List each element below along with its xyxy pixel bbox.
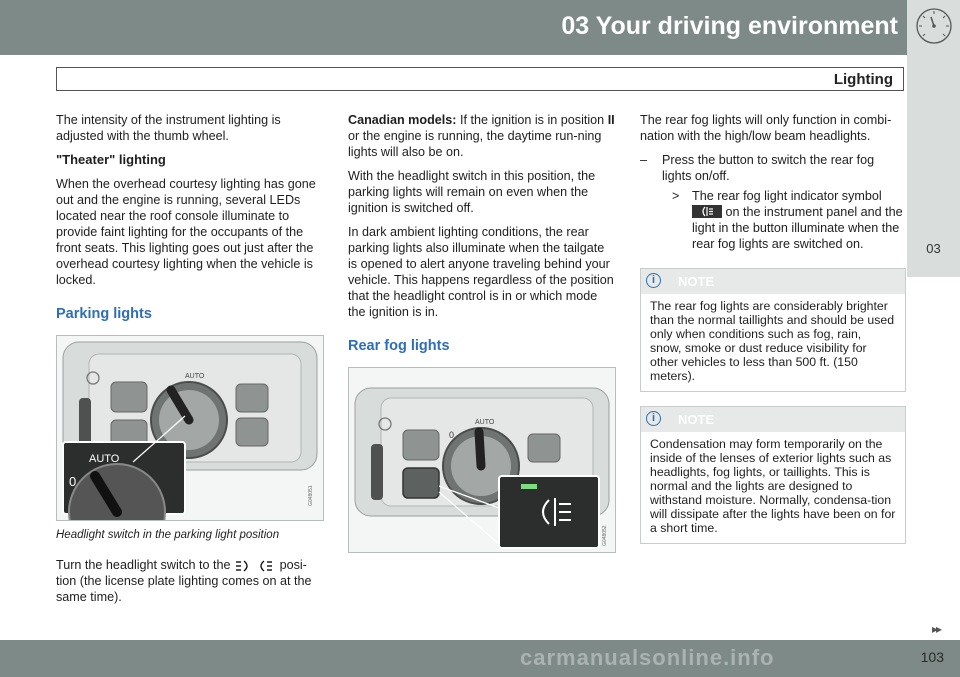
result-item [640,188,906,252]
footer-bar [0,640,960,677]
section-title: Lighting [833,71,893,88]
canadian-models-text [348,112,616,160]
parking-light-icon [234,559,276,573]
column-3 [640,112,906,544]
note-label-2: NOTE [678,412,715,427]
note-body-2: Condensation may form temporarily on the inside of the lenses of exterior lights such as headlights, fog lights, or taillights. This is normal and the lights are designed to withstand moisture. Normally, condensa-tion will dissipate after the lights have been on for a short time. [650,437,896,535]
info-icon: i [646,411,661,426]
theater-lighting-text: When the overhead courtesy lighting has gone out and the engine is running, several LEDs located near the roof console illuminate to provide faint lighting for the occupants of the front seats. This lighting goes out just after the overhead courtesy lighting when the vehicle is locked. [56,177,316,287]
rear-fog-function-text: The rear fog lights will only function in combi-nation with the high/low beam headlights. [640,113,892,143]
note-label-1: NOTE [678,274,715,289]
chapter-side-tab[interactable] [907,55,960,277]
chapter-title: 03 Your driving environment [561,12,898,40]
rear-switch-zero-label: 0 [449,430,455,440]
speedometer-icon [907,0,960,55]
result-text-post: on the instrument panel and the light in the button illuminate when the rear fog lights are switched on. [692,205,903,251]
step-item [640,152,906,184]
dark-ambient-text: In dark ambient lighting conditions, the rear parking lights also illuminate when the tailgate is opened to alert anyone traveling behind your vehicle. This happens regardless of the position that the headlight control is in or which mode the ignition is in. [348,225,614,319]
headlight-switch-text: With the headlight switch in this position, the parking lights will remain on even when the ignition is switched off. [348,169,596,215]
turn-switch-post: posi-tion (the license plate lighting comes on at the same time). [56,558,312,604]
section-header [56,67,904,91]
side-tab-number: 03 [926,241,941,256]
result-text-pre: The rear fog light indicator symbol [692,189,882,203]
rear-fog-switch-figure [348,367,616,553]
info-icon: i [646,273,661,288]
inset-auto-label: AUTO [89,453,120,465]
inset-zero-label: 0 [69,474,77,489]
note-box-2 [640,406,906,544]
page-number: 103 [920,649,944,665]
parking-light-switch-figure [56,335,324,521]
parking-lights-heading: Parking lights [56,306,152,322]
note-box-1 [640,268,906,392]
parking-figure-caption: Headlight switch in the parking light position [56,529,280,541]
switch-auto-label: AUTO [185,373,205,380]
rear-figure-code: G048052 [602,525,608,546]
note-header-1 [641,269,905,294]
rear-fog-lights-heading: Rear fog lights [348,338,450,354]
column-1 [56,112,324,605]
theater-lighting-heading: "Theater" lighting [56,152,166,167]
turn-switch-pre: Turn the headlight switch to the [56,558,231,572]
step-dash: – [640,153,648,167]
column-2 [348,112,616,553]
next-page-arrows[interactable]: ▸▸ [931,622,940,636]
instrument-lighting-text: The intensity of the instrument lighting is adjusted with the thumb wheel. [56,113,281,143]
step-text: Press the button to switch the rear fog lights on/off. [662,153,875,183]
figure-code: G048051 [308,485,314,506]
canadian-text-b: or the engine is running, the daytime run-ning lights will also be on. [348,129,602,159]
result-mark: > [672,189,680,203]
watermark: carmanualsonline.info [520,645,775,670]
canadian-text-a: If the ignition is in position [456,113,608,127]
rear-switch-auto-label: AUTO [475,419,495,426]
ignition-position-ii: II [607,113,615,127]
canadian-models-label: Canadian models: [348,113,457,127]
note-body-1: The rear fog lights are considerably brighter than the normal taillights and should be used only when conditions such as fog, rain, snow, smoke or dust reduce visibility for other vehicles to less than 500 ft. (150 meters). [650,299,895,383]
rear-fog-icon [692,205,722,218]
note-header-2 [641,407,905,432]
